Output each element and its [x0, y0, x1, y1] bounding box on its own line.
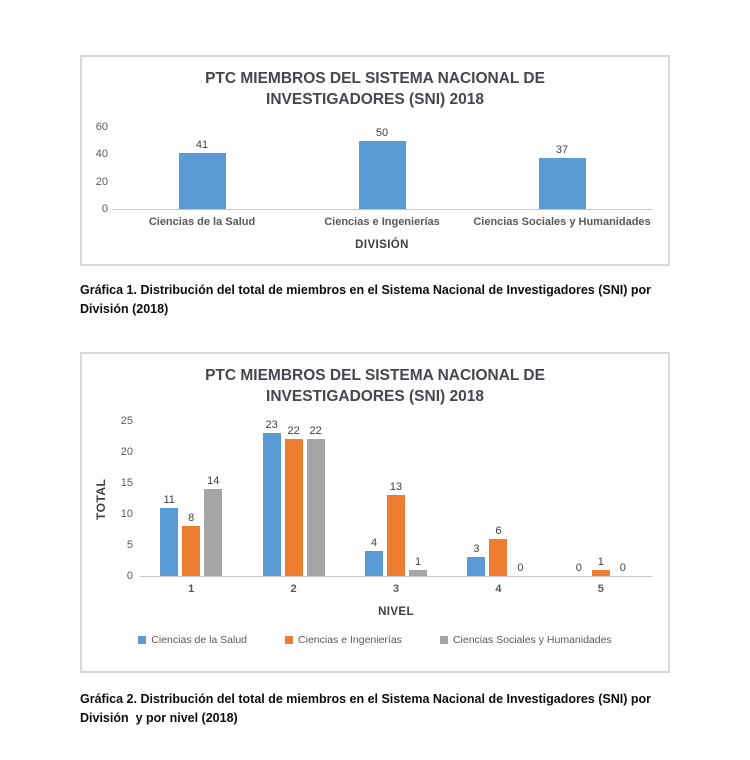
bar	[409, 570, 427, 576]
bar-value-label: 22	[309, 425, 322, 438]
chart-1-division-totals	[80, 55, 670, 266]
bar-group	[472, 128, 652, 209]
legend-swatch-icon	[440, 636, 448, 644]
chart-1-title: PTC MIEMBROS DEL SISTEMA NACIONAL DE INVESTIGADORES (SNI) 2018	[205, 70, 545, 108]
bar-with-label	[285, 425, 303, 575]
x-category-label: 4	[495, 582, 502, 595]
x-category-label: Ciencias e Ingenierías	[324, 215, 440, 228]
chart-2-title: PTC MIEMBROS DEL SISTEMA NACIONAL DE INVESTIGADORES (SNI) 2018	[205, 367, 545, 405]
y-tick-label: 40	[95, 148, 108, 161]
bar-value-label: 1	[414, 555, 422, 568]
y-tick-label: 25	[120, 414, 133, 427]
bar-value-label: 11	[163, 493, 175, 506]
bar-group	[242, 419, 344, 576]
bar	[539, 158, 586, 209]
bar-with-label	[359, 127, 406, 209]
bar-group	[447, 422, 549, 576]
x-category-label: Ciencias de la Salud	[148, 215, 256, 228]
bar	[359, 141, 406, 209]
legend-swatch-icon	[285, 636, 293, 644]
chart-1-x-axis-title: DIVISIÓN	[355, 238, 409, 251]
bar	[592, 570, 610, 576]
chart-2-plot	[120, 414, 652, 582]
chart-2-legend	[94, 634, 656, 646]
legend-swatch-icon	[138, 636, 146, 644]
figure-1-caption: Gráfica 1. Distribución del total de miembros en el Sistema Nacional de Investigadores (SNI) por División (2018)	[80, 283, 655, 316]
chart-1-plot	[95, 120, 652, 215]
y-tick-label: 10	[120, 507, 133, 520]
bar-with-label	[263, 419, 281, 576]
bar	[204, 489, 222, 576]
chart-1-category-axis	[112, 215, 652, 230]
bar-with-label	[467, 543, 485, 576]
legend-item	[138, 634, 247, 646]
bar-group	[550, 422, 652, 576]
bar-value-label: 13	[389, 481, 403, 494]
chart-2-plot-area	[120, 414, 652, 618]
bar-value-label: 22	[287, 425, 300, 438]
bar-with-label	[182, 512, 200, 576]
bar-with-label	[511, 562, 529, 576]
bar-with-label	[489, 525, 507, 576]
legend-label: Ciencias e Ingenierías	[298, 633, 402, 646]
bar-with-label	[592, 556, 610, 576]
x-category-label: 1	[188, 582, 195, 595]
x-category-label: 3	[392, 582, 400, 595]
bar-value-label: 0	[517, 561, 524, 574]
y-tick-label: 0	[126, 569, 133, 582]
bar-with-label	[409, 556, 427, 576]
bar-value-label: 0	[619, 561, 626, 574]
legend-item	[440, 634, 612, 646]
bar	[179, 153, 226, 209]
bar-value-label: 0	[575, 561, 582, 574]
bar-group	[112, 128, 292, 209]
bar-value-label: 41	[195, 138, 209, 151]
chart-2-level-breakdown	[80, 352, 670, 673]
bar-with-label	[570, 562, 588, 576]
chart-2-y-axis-title: TOTAL	[94, 478, 108, 521]
bar-group	[292, 128, 472, 209]
legend-label: Ciencias Sociales y Humanidades	[452, 633, 612, 646]
chart-1-plot-area	[95, 120, 652, 251]
bar-with-label	[539, 144, 586, 209]
bar	[263, 433, 281, 576]
bar-value-label: 6	[495, 524, 502, 537]
legend-label: Ciencias de la Salud	[151, 633, 248, 646]
y-tick-label: 0	[101, 202, 108, 215]
bar-value-label: 23	[265, 419, 278, 432]
bar-with-label	[204, 475, 222, 576]
bar-with-label	[160, 494, 178, 576]
y-tick-label: 20	[120, 445, 133, 458]
bar-with-label	[365, 537, 383, 576]
bar	[182, 526, 200, 576]
bar-with-label	[387, 481, 405, 576]
x-category-label: Ciencias Sociales y Humanidades	[473, 215, 651, 228]
bar-group	[345, 422, 447, 576]
bar-with-label	[307, 425, 325, 575]
bar	[467, 557, 485, 576]
bar-value-label: 37	[555, 144, 569, 157]
bar	[160, 508, 178, 576]
y-tick-label: 15	[120, 476, 133, 489]
bar	[307, 439, 325, 575]
bar-value-label: 4	[370, 537, 378, 550]
bar-value-label: 8	[188, 512, 195, 525]
bar	[489, 539, 507, 576]
bar	[365, 551, 383, 576]
y-tick-label: 20	[95, 175, 108, 188]
x-category-label: 5	[597, 582, 604, 595]
bar-value-label: 3	[473, 543, 480, 556]
bar	[285, 439, 303, 575]
bar-value-label: 1	[597, 555, 604, 568]
chart-2-x-axis-title: NIVEL	[378, 605, 414, 618]
y-tick-label: 60	[95, 120, 108, 133]
bar-with-label	[614, 562, 632, 576]
bar-group	[140, 422, 242, 576]
y-tick-label: 5	[126, 538, 133, 551]
chart-2-category-axis	[140, 582, 652, 597]
bar-value-label: 50	[375, 126, 389, 139]
figure-2-caption: Gráfica 2. Distribución del total de miembros en el Sistema Nacional de Investigadores (SNI) por División y por nivel (2018)	[80, 692, 655, 725]
legend-item	[285, 634, 402, 646]
x-category-label: 2	[290, 582, 297, 595]
bar-with-label	[179, 139, 226, 209]
bar	[387, 495, 405, 576]
bar-value-label: 14	[207, 475, 220, 488]
